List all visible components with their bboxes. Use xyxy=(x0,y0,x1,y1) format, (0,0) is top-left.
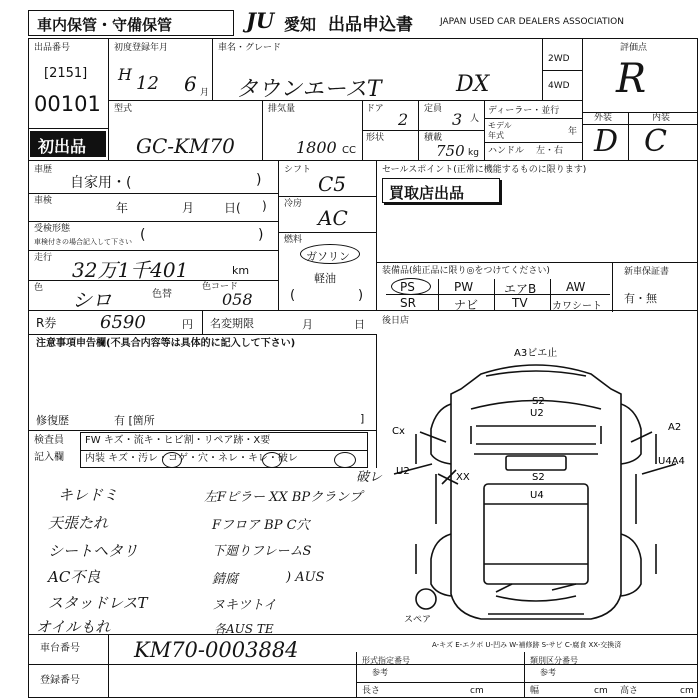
selling-points-label: セールスポイント(正常に機能するものに限ります) xyxy=(382,165,587,175)
note-right-0: 左Fピラー XX BPクランプ xyxy=(204,490,363,505)
registration-era: H xyxy=(118,65,132,84)
mileage-label: 走行 xyxy=(34,253,53,263)
diag-u2-left: U2 xyxy=(396,466,410,477)
note-left-2: シートヘタリ xyxy=(48,542,139,560)
inspector-label-1: 検査員 xyxy=(34,435,64,446)
shape-label: 形状 xyxy=(366,133,385,143)
color-label: 色 xyxy=(34,283,44,293)
car-name-value: タウンエースT xyxy=(236,77,382,102)
lot-number: 00101 xyxy=(34,92,101,116)
damage-legend: A-キズ E-エクボ U-凹み W-補修跡 S-サビ C-腐食 XX-交換済 xyxy=(432,641,622,649)
color-change-label: 色替 xyxy=(152,289,172,300)
fuel-label: 燃料 xyxy=(284,235,303,245)
name-change-label: 名変期限 xyxy=(210,317,254,330)
diag-u2: U2 xyxy=(530,408,544,419)
spec-class-label: 類別区分番号 xyxy=(530,656,578,665)
storage-label: 車内保管・守備保管 xyxy=(37,16,173,34)
note-right-4: ヌキツトイ xyxy=(212,598,277,613)
after-work-label: 後日店 xyxy=(382,316,410,326)
handle-options: 左・右 xyxy=(536,146,564,156)
warranty-options: 有・無 xyxy=(624,292,657,305)
warranty-label: 新車保証書 xyxy=(624,267,670,277)
diag-s2b: S2 xyxy=(532,472,545,483)
car-name-label: 車名・グレード xyxy=(218,43,282,53)
handle-label: ハンドル xyxy=(488,146,525,156)
load-label: 積載 xyxy=(424,133,443,143)
doors-label: ドア xyxy=(366,104,384,114)
spec-form-label: 形式指定番号 xyxy=(362,656,410,665)
selling-points-box xyxy=(382,178,500,203)
doors-value: 2 xyxy=(398,110,409,129)
model-year-unit: 年 xyxy=(568,127,578,137)
capacity-label: 定員 xyxy=(424,104,443,114)
inspector-int-line: 内装 キズ・汚レ・コゲ・穴・ネレ・キレ・破レ xyxy=(85,453,298,464)
fuel-gas-circle xyxy=(300,244,360,264)
note-left-1: 天張たれ xyxy=(48,514,109,532)
equip-aw: AW xyxy=(566,280,586,294)
interior-label: 内装 xyxy=(652,113,671,123)
spec-width: 幅 xyxy=(530,686,540,696)
insurance-label: 受検形態 xyxy=(34,224,71,234)
rating-value: R xyxy=(616,56,647,102)
form-title: 出品申込書 xyxy=(328,15,413,35)
aichi-text: 愛知 xyxy=(284,15,317,34)
equip-ps: PS xyxy=(400,280,415,294)
repair-label: 修復歴 xyxy=(36,414,69,427)
chassis-value: KM70-0003884 xyxy=(134,638,299,662)
spec-ref-2: 参考 xyxy=(540,668,556,677)
equip-tv: TV xyxy=(512,296,528,310)
equipment-grid xyxy=(386,279,610,311)
diag-u4a4: U4A4 xyxy=(658,456,685,467)
registration-month: 6 xyxy=(184,72,197,96)
drive-2wd: 2WD xyxy=(548,54,570,64)
inspector-circle-2 xyxy=(262,452,282,468)
color-value: シロ xyxy=(72,288,112,312)
ju-logo-text: JU xyxy=(246,8,275,33)
storage-label-box xyxy=(28,10,234,36)
note-left-3: AC不良 xyxy=(48,568,101,586)
rating-label: 評価点 xyxy=(620,43,648,53)
color-code-value: 058 xyxy=(222,290,253,309)
model-year-label-2: 年式 xyxy=(488,131,504,140)
color-code-label: 色コード xyxy=(202,282,239,292)
spec-ref-1: 参考 xyxy=(372,668,388,677)
fuel-diesel: 軽油 xyxy=(314,272,336,285)
note-left-5: オイルもれ xyxy=(36,618,111,636)
registration-month-suffix: 月 xyxy=(200,88,210,98)
insurance-close: ) xyxy=(258,227,264,243)
displacement-value: 1800 xyxy=(296,138,337,157)
equip-navi: ナビ xyxy=(454,298,479,312)
registration-label: 初度登録年月 xyxy=(114,43,169,53)
insurance-note: 車検付きの場合記入して下さい xyxy=(34,238,132,246)
inspection-month: 月 xyxy=(182,201,195,215)
registration-no-label: 登録番号 xyxy=(40,675,80,686)
repair-value: 有 [箇所 xyxy=(114,414,155,427)
note-left-0: キレドミ xyxy=(58,486,118,504)
mileage-unit: km xyxy=(232,264,250,277)
fuel-close: ) xyxy=(358,288,364,303)
capacity-unit: 人 xyxy=(470,114,480,124)
diag-xx: XX xyxy=(456,472,470,483)
displacement-unit: CC xyxy=(342,145,356,156)
inspection-label: 車検 xyxy=(34,196,53,206)
note-aus: ) AUS xyxy=(286,570,325,585)
first-listing-text: 初出品 xyxy=(38,137,87,156)
equipment-label: 装備品(純正品に限り◎をつけてください) xyxy=(382,266,550,276)
exterior-grade: D xyxy=(594,124,619,159)
spec-height: 高さ xyxy=(620,686,639,696)
dealer-label: ディーラー・並行 xyxy=(488,106,560,116)
shift-value: C5 xyxy=(318,172,347,196)
recycle-label: R券 xyxy=(36,316,57,330)
recycle-value: 6590 xyxy=(100,312,146,333)
name-change-month: 月 xyxy=(302,318,313,331)
model-value: GC-KM70 xyxy=(136,134,235,158)
diag-s2: S2 xyxy=(532,396,545,407)
mileage-value: 32万1千401 xyxy=(72,258,189,282)
equip-pw: PW xyxy=(454,280,474,294)
note-right-1: Fフロア BP C穴 xyxy=(212,518,310,533)
capacity-value: 3 xyxy=(452,110,463,129)
inspector-circle-1 xyxy=(162,452,182,468)
inspection-year: 年 xyxy=(116,201,129,215)
repair-close: ] xyxy=(360,412,365,425)
first-listing-badge xyxy=(30,131,106,157)
interior-grade: C xyxy=(644,124,667,159)
inspector-box xyxy=(80,432,368,468)
note-right-2: 下廻りフレームS xyxy=(212,544,312,559)
exterior-label: 外装 xyxy=(594,113,613,123)
spec-height-cm: cm xyxy=(680,686,694,696)
spec-length-cm: cm xyxy=(470,686,484,696)
usage-label: 車歴 xyxy=(34,165,53,175)
recycle-unit: 円 xyxy=(182,318,193,331)
ac-label: 冷房 xyxy=(284,199,303,209)
fuel-gas: ガソリン xyxy=(306,250,350,263)
equip-airbag: エアB xyxy=(504,282,537,296)
ac-value: AC xyxy=(318,206,348,230)
inspector-label-2: 記入欄 xyxy=(34,452,64,463)
diag-cx: Cx xyxy=(392,426,405,437)
usage-close: ) xyxy=(256,172,262,188)
inspector-circle-3 xyxy=(334,452,356,468)
load-value: 750 xyxy=(436,142,465,160)
model-year-label-1: モデル xyxy=(488,121,512,130)
insurance-open: ( xyxy=(140,227,146,243)
spec-width-cm: cm xyxy=(594,686,608,696)
car-grade: DX xyxy=(456,72,490,97)
equip-leather: カワシート xyxy=(552,301,602,312)
inspector-fw-line: FW キズ・流キ・ヒビ割・リペア跡・X要 xyxy=(85,435,271,446)
inspection-day: 日( xyxy=(224,201,241,215)
diag-a2: A2 xyxy=(668,422,682,433)
inspection-close: ) xyxy=(262,199,267,213)
note-right-3: 錆腐 xyxy=(212,572,239,587)
name-change-day: 日 xyxy=(354,318,365,331)
usage-value: 自家用・( xyxy=(70,175,132,191)
diag-a3: A3ビエ止 xyxy=(514,348,558,359)
diag-spare: スペア xyxy=(404,615,432,625)
equip-ps-circle xyxy=(391,278,431,295)
interior-mark: 破レ xyxy=(356,470,383,485)
model-label: 型式 xyxy=(114,104,133,114)
spec-length: 長さ xyxy=(362,686,381,696)
car-diagram xyxy=(376,334,698,634)
load-unit: kg xyxy=(468,148,479,158)
diag-u4: U4 xyxy=(530,490,544,501)
drive-4wd: 4WD xyxy=(548,81,570,91)
lot-label: 出品番号 xyxy=(34,43,71,53)
fuel-open: ( xyxy=(290,288,296,303)
registration-year: 12 xyxy=(136,73,159,94)
notes-label: 注意事項申告欄(不具合内容等は具体的に記入して下さい) xyxy=(36,338,296,349)
association-name: JAPAN USED CAR DEALERS ASSOCIATION xyxy=(440,17,624,27)
chassis-label: 車台番号 xyxy=(40,643,80,654)
displacement-label: 排気量 xyxy=(268,104,296,114)
lot-sub: [2151] xyxy=(44,66,88,81)
note-left-4: スタッドレスT xyxy=(48,594,148,612)
note-right-5: 各AUS TE xyxy=(214,622,274,636)
shift-label: シフト xyxy=(284,165,312,175)
equip-sr: SR xyxy=(400,296,416,310)
selling-points-value: 買取店出品 xyxy=(389,184,465,202)
